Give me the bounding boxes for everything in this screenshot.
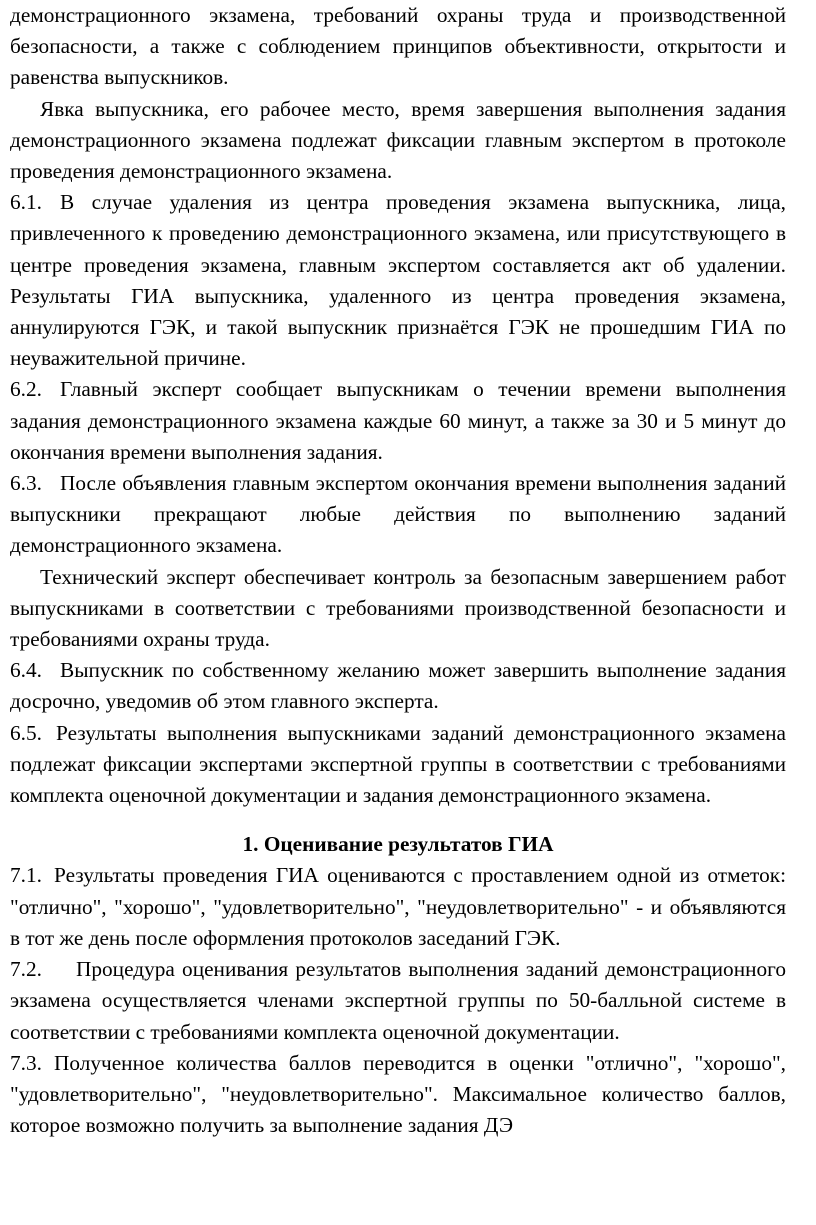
section-heading: 1. Оценивание результатов ГИА: [242, 832, 554, 857]
item-number: 7.2.: [10, 957, 42, 982]
section-gap: [10, 811, 786, 827]
item-number: 6.4.: [10, 658, 42, 683]
paragraph-6-4: 6.4. Выпускник по собственному желанию может завершить выполнение задания досрочно, уведомив об этом главного эксперта.: [10, 655, 786, 717]
paragraph-7-2: 7.2. Процедура оценивания результатов выполнения заданий демонстрационного экзамена осуществляется членами экспертной группы по 50-балльной системе в соответствии с требованиями комплекта оценочной документации.: [10, 954, 786, 1048]
item-number: 7.3.: [10, 1050, 42, 1075]
paragraph-6-2: 6.2. Главный эксперт сообщает выпускникам о течении времени выполнения задания демонстрационного экзамена каждые 60 минут, а также за 30 и 5 минут до окончания времени выполнения задания.: [10, 374, 786, 468]
paragraph-6-1: 6.1. В случае удаления из центра проведения экзамена выпускника, лица, привлеченного к проведению демонстрационного экзамена, или присутствующего в центре проведения экзамена, главным экспертом составляется акт об удалении. Результаты ГИА выпускника, удаленного из центра проведения экзамена, аннулируются ГЭК, и такой выпускник признаётся ГЭК не прошедшим ГИА по неуважительной причине.: [10, 187, 786, 374]
paragraph-attendance: Явка выпускника, его рабочее место, время завершения выполнения задания демонстрационного экзамена подлежат фиксации главным экспертом в протоколе проведения демонстрационного экзамена.: [10, 96, 786, 184]
item-number: 6.5.: [10, 720, 42, 745]
item-number: 7.1.: [10, 863, 42, 888]
item-number: 6.2.: [10, 377, 42, 402]
paragraph-continuation: демонстрационного экзамена, требований охраны труда и производственной безопасности, а также с соблюдением принципов объективности, открытости и равенства выпускников.: [10, 3, 786, 90]
paragraph-7-3: 7.3. Полученное количества баллов переводится в оценки "отлично", "хорошо", "удовлетворительно", "неудовлетворительно". Максимальное количество баллов, которое возможно получить за выполнение задания ДЭ: [10, 1048, 786, 1142]
paragraph-6-3: 6.3. После объявления главным экспертом окончания времени выполнения заданий выпускники прекращают любые действия по выполнению заданий демонстрационного экзамена.: [10, 468, 786, 562]
paragraph-7-1: 7.1. Результаты проведения ГИА оцениваются с проставлением одной из отметок: "отлично", "хорошо", "удовлетворительно", "неудовлетворительно" - и объявляются в тот же день после оформления протоколов заседаний ГЭК.: [10, 860, 786, 954]
paragraph-6-5: 6.5. Результаты выполнения выпускниками заданий демонстрационного экзамена подлежат фиксации экспертами экспертной группы в соответствии с требованиями комплекта оценочной документации и задания демонстрационного экзамена.: [10, 718, 786, 812]
document-body: [10, 0, 786, 1141]
item-number: 6.3.: [10, 471, 42, 496]
paragraph-technical-expert: Технический эксперт обеспечивает контроль за безопасным завершением работ выпускниками в соответствии с требованиями производственной безопасности и требованиями охраны труда.: [10, 564, 786, 652]
item-number: 6.1.: [10, 190, 42, 215]
